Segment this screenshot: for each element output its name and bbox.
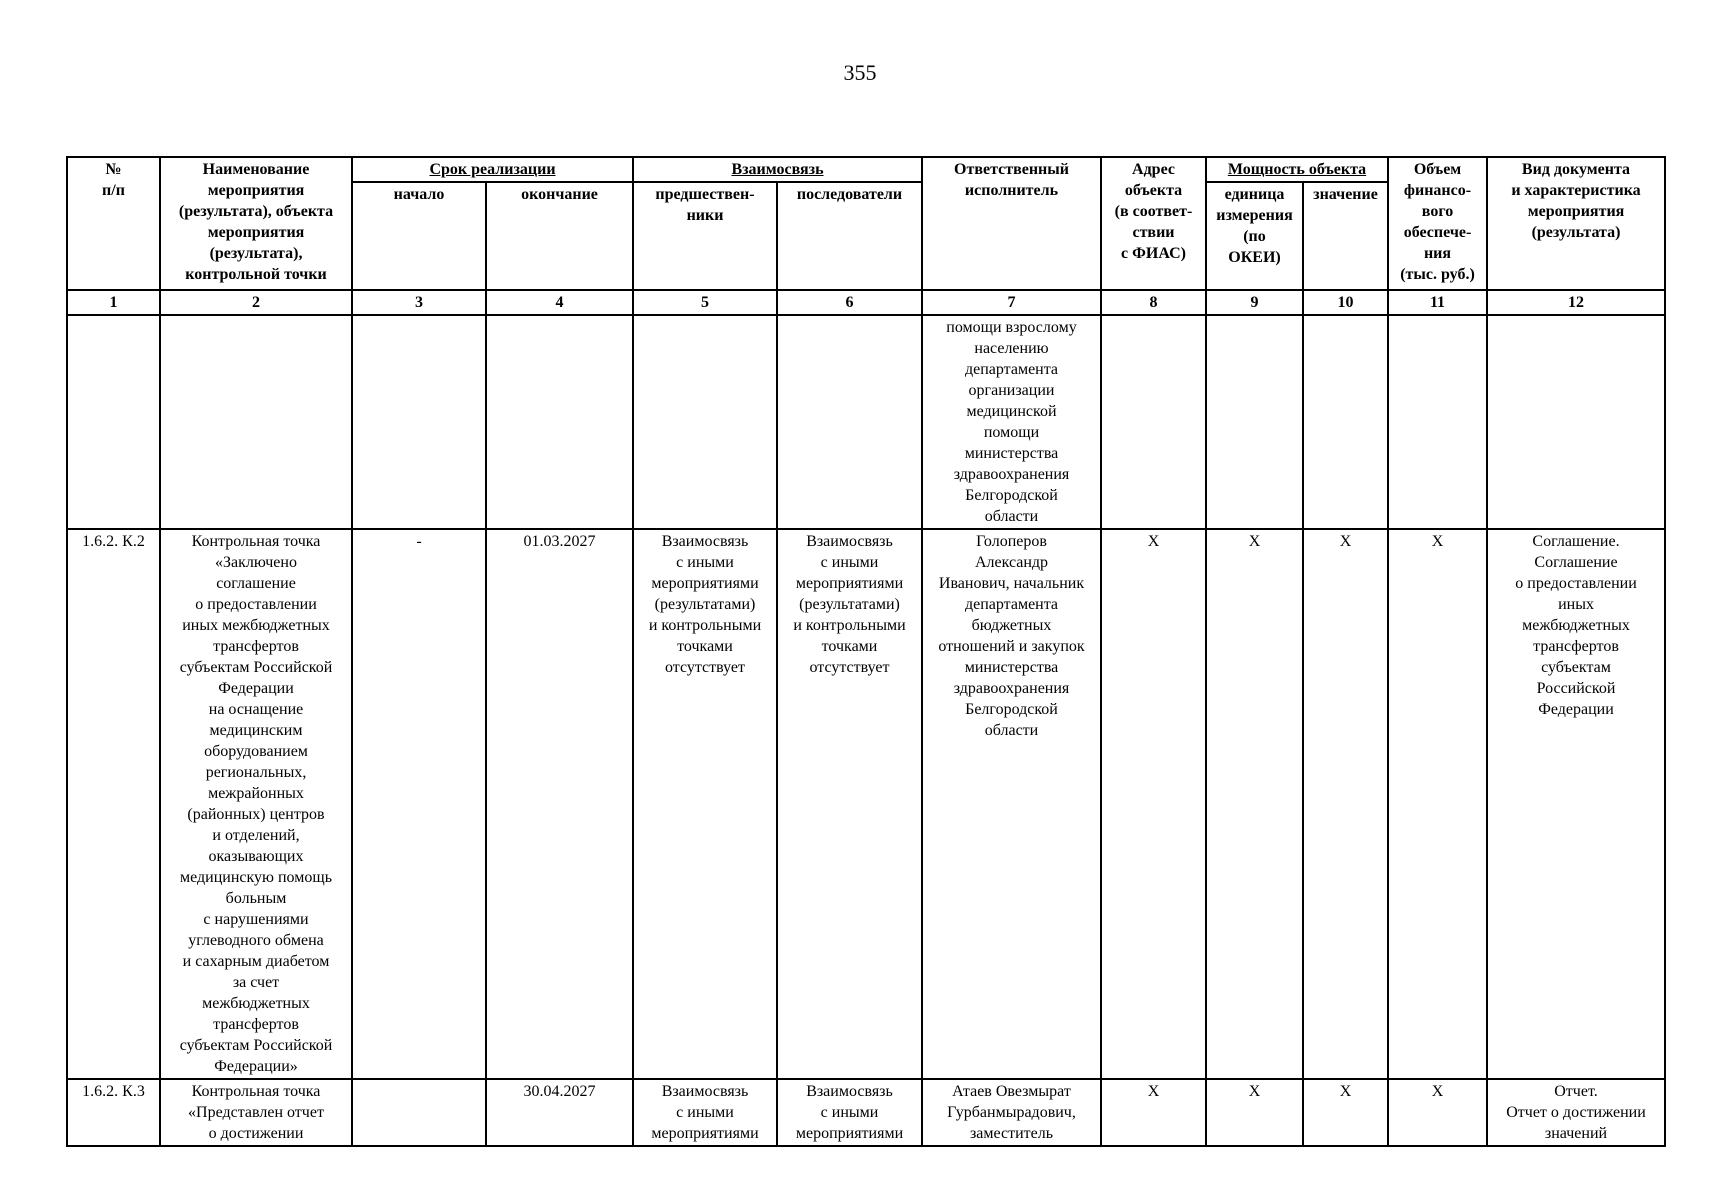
column-number: 7 bbox=[922, 290, 1101, 315]
cell-name: Контрольная точка «Представлен отчет о достижении bbox=[160, 1079, 352, 1146]
cell-name: Контрольная точка «Заключено соглашение о предоставлении иных межбюджетных трансфертов субъектам Российской Федерации на оснащение медицинским оборудованием региональных, межрайонных (районных) центров и отделений, оказывающих медицинскую помощь больным с нарушениями углеводного обмена и сахарным диабетом за счет межбюджетных трансфертов субъектам Российской Федерации» bbox=[160, 529, 352, 1079]
cell-empty bbox=[777, 315, 922, 529]
continuation-row bbox=[67, 315, 1665, 529]
column-number: 2 bbox=[160, 290, 352, 315]
header-relation-group: Взаимосвязь bbox=[633, 157, 922, 182]
header-successors: последователи bbox=[777, 182, 922, 290]
column-number: 8 bbox=[1101, 290, 1206, 315]
cell-end: 30.04.2027 bbox=[486, 1079, 633, 1146]
cell-finance: X bbox=[1388, 1079, 1487, 1146]
cell-executor: Атаев Овезмырат Гурбанмырадович, заместитель bbox=[922, 1079, 1101, 1146]
cell-start: - bbox=[352, 529, 486, 1079]
header-doc: Вид документа и характеристика мероприятия (результата) bbox=[1487, 157, 1665, 290]
cell-value: X bbox=[1303, 529, 1388, 1079]
cell-value: X bbox=[1303, 1079, 1388, 1146]
cell-start bbox=[352, 1079, 486, 1146]
cell-empty bbox=[486, 315, 633, 529]
cell-no: 1.6.2. К.3 bbox=[67, 1079, 160, 1146]
header-address: Адрес объекта (в соответ- ствии с ФИАС) bbox=[1101, 157, 1206, 290]
header-finance: Объем финансо- вого обеспече- ния (тыс. руб.) bbox=[1388, 157, 1487, 290]
column-number: 11 bbox=[1388, 290, 1487, 315]
column-number: 6 bbox=[777, 290, 922, 315]
cell-empty bbox=[1303, 315, 1388, 529]
header-no: № п/п bbox=[67, 157, 160, 290]
cell-empty bbox=[1101, 315, 1206, 529]
header-name: Наименование мероприятия (результата), объекта мероприятия (результата), контрольной точки bbox=[160, 157, 352, 290]
header-executor: Ответственный исполнитель bbox=[922, 157, 1101, 290]
column-number: 5 bbox=[633, 290, 777, 315]
cell-executor: Голоперов Александр Иванович, начальник департамента бюджетных отношений и закупок министерства здравоохранения Белгородской области bbox=[922, 529, 1101, 1079]
cell-empty bbox=[160, 315, 352, 529]
cell-address: X bbox=[1101, 1079, 1206, 1146]
cell-doc: Отчет. Отчет о достижении значений bbox=[1487, 1079, 1665, 1146]
cell-unit: X bbox=[1206, 529, 1303, 1079]
cell-unit: X bbox=[1206, 1079, 1303, 1146]
cell-empty bbox=[352, 315, 486, 529]
header-end: окончание bbox=[486, 182, 633, 290]
header-capacity-group: Мощность объекта bbox=[1206, 157, 1388, 182]
cell-empty bbox=[633, 315, 777, 529]
header-start: начало bbox=[352, 182, 486, 290]
cell-empty bbox=[67, 315, 160, 529]
cell-empty bbox=[1388, 315, 1487, 529]
header-row-1 bbox=[67, 157, 1665, 182]
table-row bbox=[67, 529, 1665, 1079]
header-unit: единица измерения (по ОКЕИ) bbox=[1206, 182, 1303, 290]
cell-no: 1.6.2. К.2 bbox=[67, 529, 160, 1079]
cell-address: X bbox=[1101, 529, 1206, 1079]
cell-successors: Взаимосвязь с иными мероприятиями bbox=[777, 1079, 922, 1146]
cell-executor: помощи взрослому населению департамента организации медицинской помощи министерства здравоохранения Белгородской области bbox=[922, 315, 1101, 529]
page-number: 355 bbox=[843, 60, 877, 85]
cell-finance: X bbox=[1388, 529, 1487, 1079]
column-number: 9 bbox=[1206, 290, 1303, 315]
column-number-row bbox=[67, 290, 1665, 315]
column-number: 12 bbox=[1487, 290, 1665, 315]
column-number: 4 bbox=[486, 290, 633, 315]
cell-doc: Соглашение. Соглашение о предоставлении иных межбюджетных трансфертов субъектам Российской Федерации bbox=[1487, 529, 1665, 1079]
cell-predecessors: Взаимосвязь с иными мероприятиями bbox=[633, 1079, 777, 1146]
cell-predecessors: Взаимосвязь с иными мероприятиями (результатами) и контрольными точками отсутствует bbox=[633, 529, 777, 1079]
column-number: 10 bbox=[1303, 290, 1388, 315]
header-period-group: Срок реализации bbox=[352, 157, 633, 182]
header-predecessors: предшествен- ники bbox=[633, 182, 777, 290]
cell-empty bbox=[1206, 315, 1303, 529]
header-value: значение bbox=[1303, 182, 1388, 290]
cell-empty bbox=[1487, 315, 1665, 529]
column-number: 1 bbox=[67, 290, 160, 315]
cell-successors: Взаимосвязь с иными мероприятиями (результатами) и контрольными точками отсутствует bbox=[777, 529, 922, 1079]
column-number: 3 bbox=[352, 290, 486, 315]
plan-table bbox=[66, 156, 1666, 1147]
table-row bbox=[67, 1079, 1665, 1146]
cell-end: 01.03.2027 bbox=[486, 529, 633, 1079]
